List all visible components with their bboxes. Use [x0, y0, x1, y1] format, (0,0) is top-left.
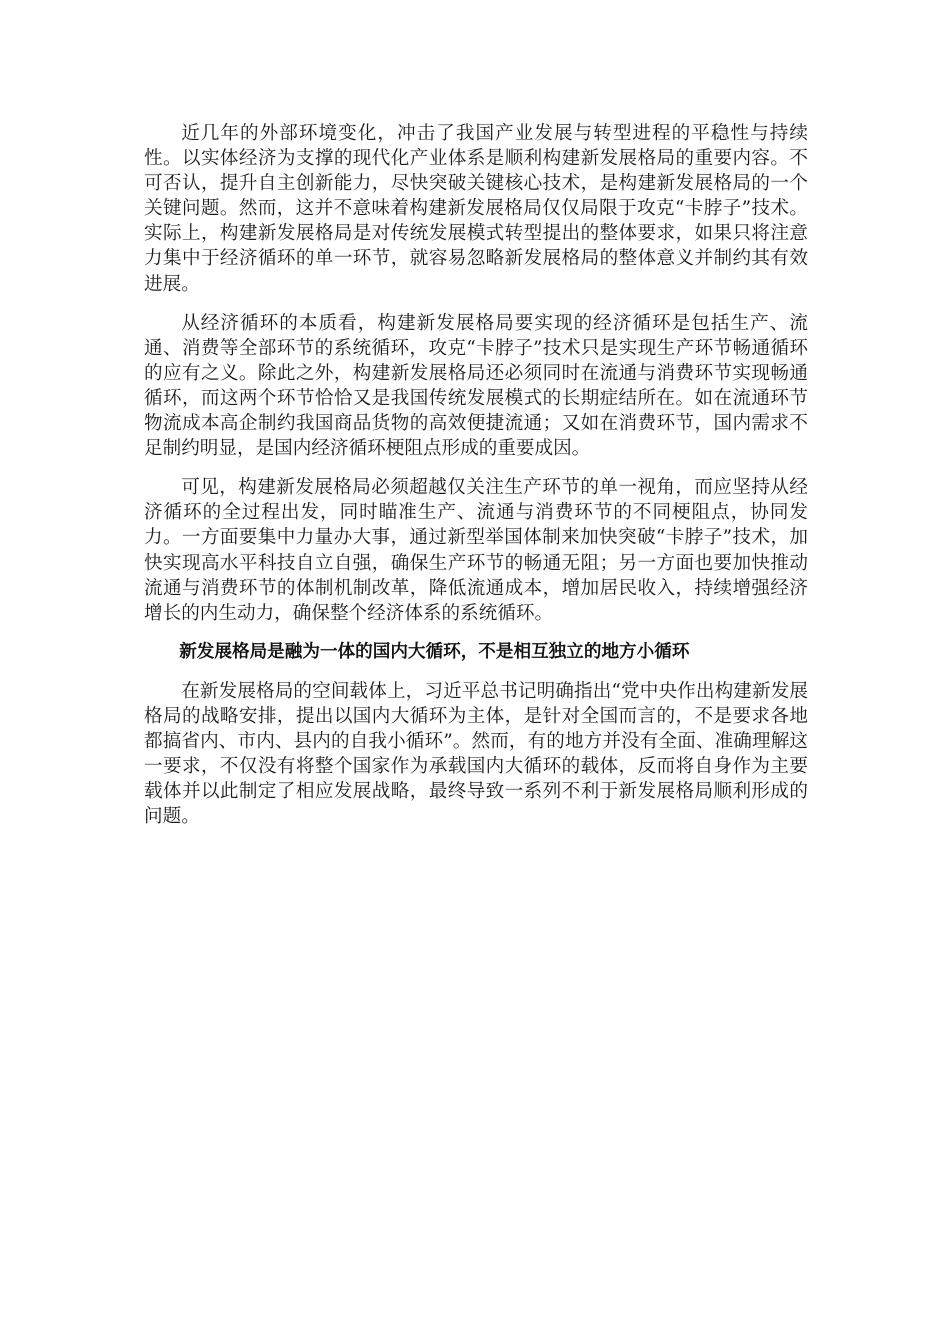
- section-heading: 新发展格局是融为一体的国内大循环，不是相互独立的地方小循环: [179, 641, 690, 662]
- paragraph-4: 在新发展格局的空间载体上，习近平总书记明确指出“党中央作出构建新发展格局的战略安排，提出以国内大循环为主体，是针对全国而言的，不是要求各地都搞省内、市内、县内的自我小循环”。然而，有的地方并没有全面、准确理解这一要求，不仅没有将整个国家作为承载国内大循环的载体，反而将自身作为主要载体并以此制定了相应发展战略，最终导致一系列不利于新发展格局顺利形成的问题。: [144, 680, 808, 828]
- paragraph-3: 可见，构建新发展格局必须超越仅关注生产环节的单一视角，而应坚持从经济循环的全过程出发，同时瞄准生产、流通与消费环节的不同梗阻点，协同发力。一方面要集中力量办大事，通过新型举国体制来加快突破“卡脖子”技术，加快实现高水平科技自立自强，确保生产环节的畅通无阻；另一方面也要加快推动流通与消费环节的体制机制改革，降低流通成本，增加居民收入，持续增强经济增长的内生动力，确保整个经济体系的系统循环。: [144, 477, 808, 624]
- article-body: [144, 121, 808, 843]
- paragraph-1: 近几年的外部环境变化，冲击了我国产业发展与转型进程的平稳性与持续性。以实体经济为支撑的现代化产业体系是顺利构建新发展格局的重要内容。不可否认，提升自主创新能力，尽快突破关键核心技术，是构建新发展格局的一个关键问题。然而，这并不意味着构建新发展格局仅仅局限于攻克“卡脖子”技术。实际上，构建新发展格局是对传统发展模式转型提出的整体要求，如果只将注意力集中于经济循环的单一环节，就容易忽略新发展格局的整体意义并制约其有效进展。: [144, 123, 808, 295]
- paragraph-2: 从经济循环的本质看，构建新发展格局要实现的经济循环是包括生产、流通、消费等全部环节的系统循环，攻克“卡脖子”技术只是实现生产环节畅通循环的应有之义。除此之外，构建新发展格局还必须同时在流通与消费环节实现畅通循环，而这两个环节恰恰又是我国传统发展模式的长期症结所在。如在流通环节物流成本高企制约我国商品货物的高效便捷流通；又如在消费环节，国内需求不足制约明显，是国内经济循环梗阻点形成的重要成因。: [144, 312, 808, 460]
